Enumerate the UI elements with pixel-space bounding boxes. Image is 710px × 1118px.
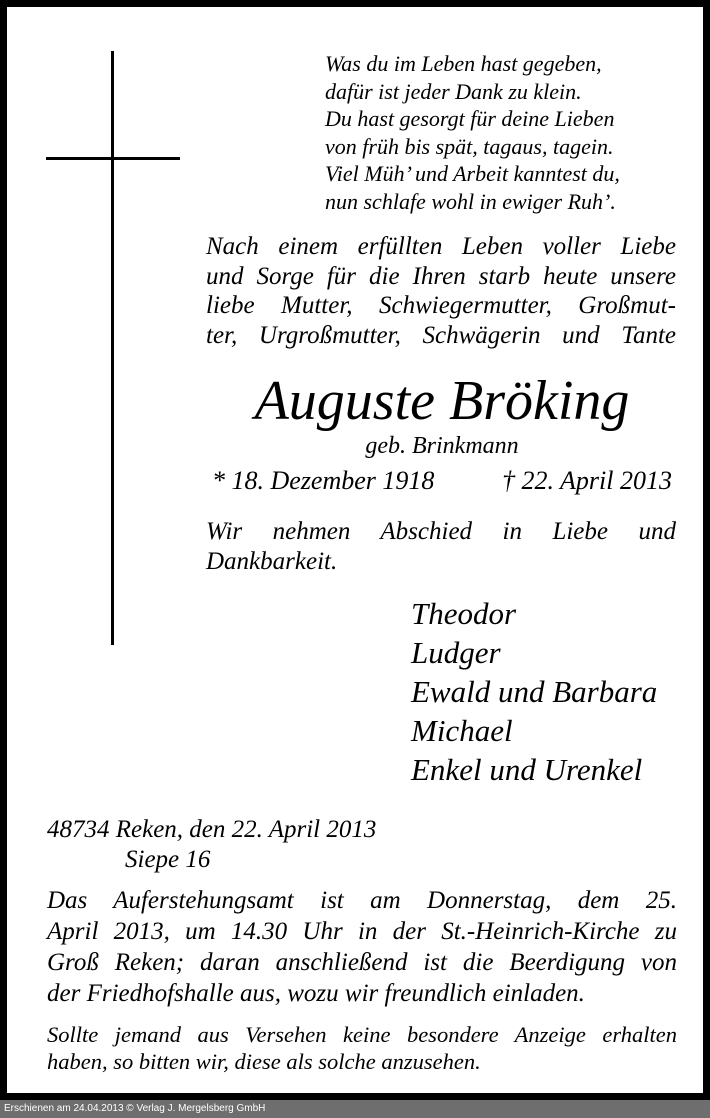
mourner: Ewald und Barbara <box>411 674 658 709</box>
burial-info <box>47 885 677 1009</box>
intro-line: Nach einem erfüllten Leben voller Liebe <box>206 233 676 260</box>
note-line: Sollte jemand aus Versehen keine besondere Anzeige erhalten <box>47 1022 677 1047</box>
publication-footer: Erschienen am 24.04.2013 © Verlag J. Mergelsberg GmbH <box>0 1100 710 1118</box>
poem-line: Du hast gesorgt für deine Lieben <box>325 106 615 131</box>
life-dates <box>212 465 672 497</box>
mourner: Ludger <box>411 635 501 670</box>
poem-line: nun schlafe wohl in ewiger Ruh’. <box>325 188 616 214</box>
poem-line: Was du im Leben hast gegeben, <box>325 51 602 76</box>
farewell-text <box>206 517 676 577</box>
poem-line: dafür ist jeder Dank zu klein. <box>325 78 582 104</box>
place-date: 48734 Reken, den 22. April 2013 <box>47 816 377 843</box>
intro-line: und Sorge für die Ihren starb heute unsere <box>206 262 676 290</box>
death-date: † 22. April 2013 <box>502 466 672 495</box>
intro-text <box>206 232 676 350</box>
address-block <box>47 815 547 875</box>
notice-note <box>47 1021 677 1075</box>
mourner: Enkel und Urenkel <box>411 752 643 787</box>
burial-line: der Friedhofshalle aus, wozu wir freundlich einladen. <box>47 980 585 1007</box>
deceased-name: Auguste Bröking <box>254 370 630 432</box>
intro-line: liebe Mutter, Schwiegermutter, Großmut- <box>206 292 676 319</box>
intro-line: ter, Urgroßmutter, Schwägerin und Tante <box>206 321 676 349</box>
mourner: Michael <box>411 713 513 748</box>
burial-line: Das Auferstehungsamt ist am Donnerstag, dem 25. <box>47 887 677 914</box>
street: Siepe 16 <box>125 846 211 873</box>
poem <box>325 50 705 215</box>
poem-line: Viel Müh’ und Arbeit kanntest du, <box>325 161 620 186</box>
burial-line: April 2013, um 14.30 Uhr in der St.-Heinrich-Kirche zu <box>47 918 677 945</box>
mourners-list <box>411 594 710 789</box>
birth-date: * 18. Dezember 1918 <box>212 466 435 495</box>
farewell-line: Dankbarkeit. <box>206 548 338 575</box>
farewell-line: Wir nehmen Abschied in Liebe und <box>206 518 676 545</box>
cross-icon-crossbar <box>46 157 180 160</box>
note-line: haben, so bitten wir, diese als solche anzusehen. <box>47 1049 481 1074</box>
mourner: Theodor <box>411 596 517 631</box>
burial-line: Groß Reken; daran anschließend ist die Beerdigung von <box>47 949 677 976</box>
cross-icon <box>111 51 114 645</box>
birth-name: geb. Brinkmann <box>365 433 519 459</box>
poem-line: von früh bis spät, tagaus, tagein. <box>325 133 614 159</box>
